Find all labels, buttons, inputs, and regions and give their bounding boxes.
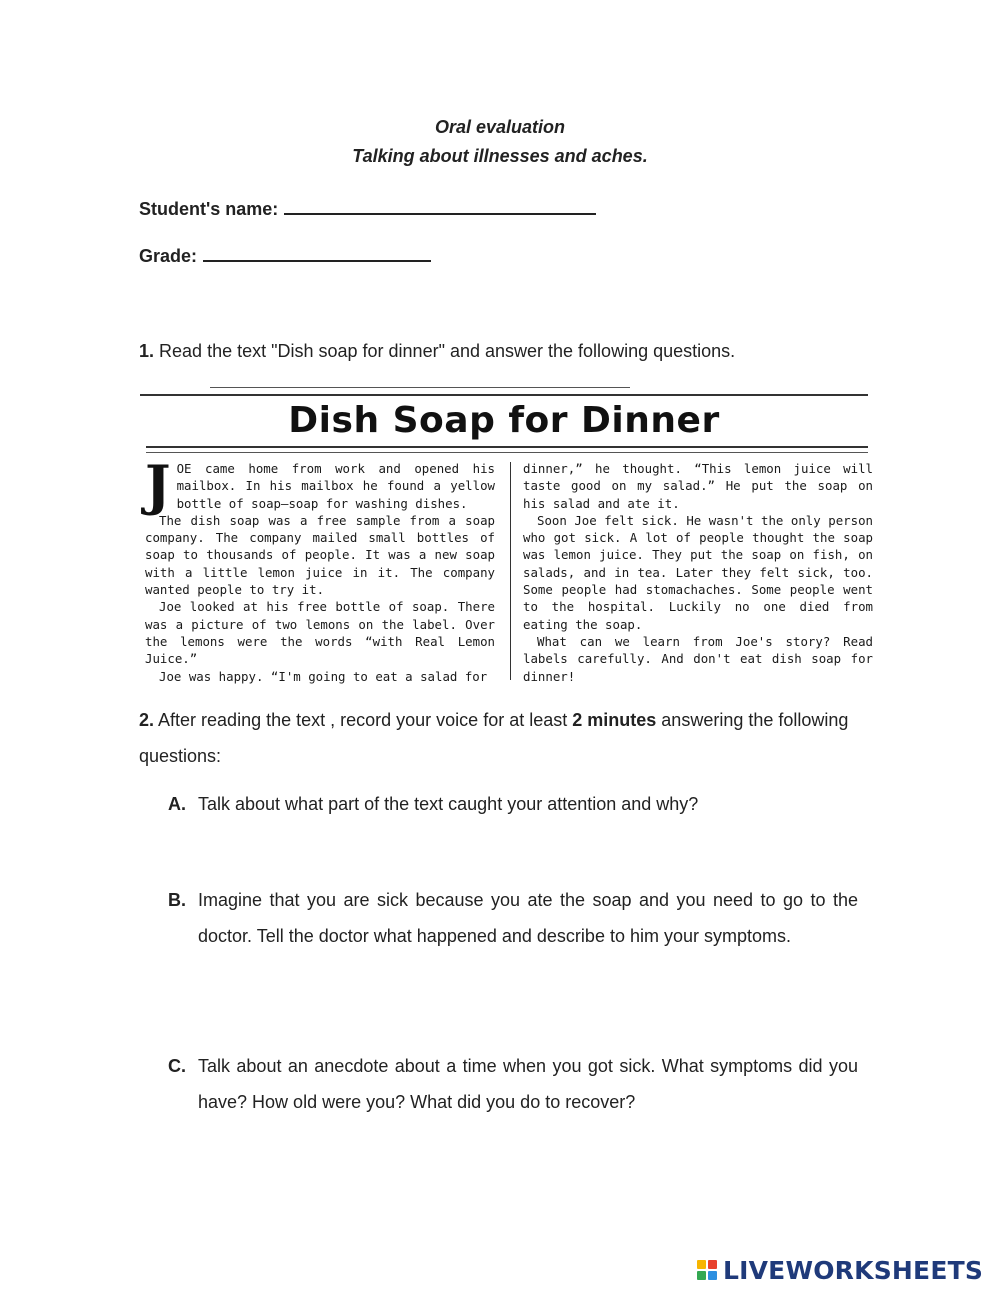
clipping-rule bbox=[146, 452, 868, 453]
article-paragraph: dinner,” he thought. “This lemon juice will taste good on my salad.” He put the soap on his salad and ate it. bbox=[523, 461, 873, 511]
grade-field bbox=[139, 246, 431, 267]
logo-brand-text: LIVEWORKSHEETS bbox=[723, 1255, 984, 1285]
logo-blocks-icon bbox=[697, 1260, 717, 1280]
student-name-field bbox=[139, 199, 596, 220]
student-name-blank[interactable] bbox=[284, 199, 596, 215]
article-paragraph: Soon Joe felt sick. He wasn't the only person who got sick. A lot of people thought the soap was lemon juice. They put the soap on fish, on salads, and in tea. Later they felt sick, too. Some people had stomachaches. Some people went to the hospital. Luckily no one died from eating the soap. bbox=[523, 512, 873, 632]
logo-block bbox=[708, 1260, 717, 1269]
clipping-rule bbox=[140, 394, 868, 396]
article-dropcap: J bbox=[145, 453, 171, 517]
grade-label: Grade: bbox=[139, 246, 198, 266]
article-column-2 bbox=[523, 460, 873, 685]
article-headline: Dish Soap for Dinner bbox=[288, 400, 720, 441]
clipping-rule bbox=[210, 387, 630, 388]
liveworksheets-logo[interactable] bbox=[697, 1253, 983, 1287]
article-paragraph: OE came home from work and opened his mailbox. In his mailbox he found a yellow bottle of soap—soap for washing dishes. bbox=[176, 461, 495, 511]
subquestion-text: Imagine that you are sick because you ate the soap and you need to go to the doctor. Tell the doctor what happened and describe to him your symptoms. bbox=[198, 890, 858, 946]
question-1 bbox=[139, 333, 859, 369]
subquestion-letter: A. bbox=[168, 794, 186, 814]
logo-block bbox=[708, 1271, 717, 1280]
question-1-text: Read the text "Dish soap for dinner" and answer the following questions. bbox=[159, 341, 736, 361]
logo-block bbox=[697, 1271, 706, 1280]
article-paragraph: What can we learn from Joe's story? Read labels carefully. And don't eat dish soap for dinner! bbox=[523, 633, 873, 684]
clipping-rule bbox=[146, 446, 868, 448]
question-2 bbox=[139, 702, 859, 774]
newspaper-clipping bbox=[140, 382, 880, 682]
subquestion-letter: B. bbox=[168, 890, 186, 910]
article-paragraph: Joe was happy. “I'm going to eat a salad for bbox=[159, 668, 488, 684]
document-subtitle: Talking about illnesses and aches. bbox=[352, 146, 648, 166]
question-2-emphasis: 2 minutes bbox=[572, 710, 657, 730]
subquestion-a bbox=[168, 786, 858, 822]
grade-blank[interactable] bbox=[203, 246, 431, 262]
logo-block bbox=[697, 1260, 706, 1269]
article-paragraph: Joe looked at his free bottle of soap. There was a picture of two lemons on the label. Over the lemons were the words “with Real Lemon Juice.” bbox=[145, 599, 495, 667]
document-title: Oral evaluation bbox=[434, 117, 566, 137]
subquestion-text: Talk about an anecdote about a time when you got sick. What symptoms did you have? How old were you? What did you do to recover? bbox=[198, 1056, 858, 1112]
article-paragraph: The dish soap was a free sample from a soap company. The company mailed small bottles of soap to thousands of people. It was a new soap with a little lemon juice in it. The company wanted people to try it. bbox=[145, 512, 495, 598]
question-2-text-after: answering the following questions: bbox=[139, 710, 849, 766]
student-name-label: Student's name: bbox=[139, 199, 279, 219]
subquestion-b bbox=[168, 882, 858, 954]
article-column-1 bbox=[145, 453, 495, 685]
question-2-number: 2. bbox=[139, 710, 155, 730]
question-1-number: 1. bbox=[139, 341, 155, 361]
column-divider bbox=[510, 462, 511, 680]
question-2-text: After reading the text , record your voice for at least bbox=[158, 710, 568, 730]
subquestion-c bbox=[168, 1048, 858, 1120]
subquestion-letter: C. bbox=[168, 1056, 186, 1076]
subquestion-text: Talk about what part of the text caught your attention and why? bbox=[198, 794, 699, 814]
